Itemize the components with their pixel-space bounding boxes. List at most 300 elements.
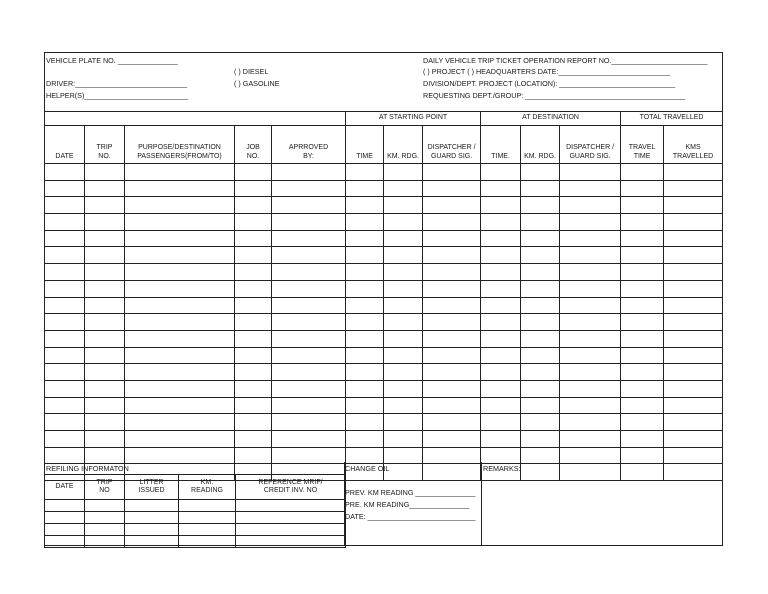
table-cell[interactable]: [125, 314, 235, 331]
trip-header-blank: [45, 112, 346, 126]
table-cell[interactable]: [235, 230, 272, 247]
table-cell[interactable]: [45, 280, 85, 297]
table-cell[interactable]: [560, 347, 621, 364]
table-cell[interactable]: [272, 264, 346, 281]
table-cell[interactable]: [45, 397, 85, 414]
table-cell[interactable]: [125, 180, 235, 197]
table-cell[interactable]: [384, 214, 423, 231]
table-cell[interactable]: [235, 164, 272, 181]
column-header-8: TIME.: [481, 126, 521, 164]
table-cell[interactable]: [481, 314, 521, 331]
table-cell[interactable]: [621, 464, 664, 481]
table-cell[interactable]: [384, 280, 423, 297]
table-row: [45, 297, 723, 314]
table-cell[interactable]: [621, 364, 664, 381]
table-cell[interactable]: [481, 297, 521, 314]
table-cell[interactable]: [125, 447, 235, 464]
table-cell[interactable]: [560, 264, 621, 281]
table-cell[interactable]: [664, 330, 723, 347]
table-cell[interactable]: [664, 380, 723, 397]
table-row: [45, 180, 723, 197]
table-cell[interactable]: [384, 364, 423, 381]
table-cell[interactable]: [521, 414, 560, 431]
table-cell[interactable]: [45, 247, 85, 264]
refill-column-header-2: LITTER ISSUED: [125, 475, 179, 500]
table-cell[interactable]: [235, 431, 272, 448]
table-cell[interactable]: [235, 180, 272, 197]
table-cell[interactable]: [521, 280, 560, 297]
table-cell[interactable]: [423, 330, 481, 347]
table-cell[interactable]: [423, 464, 481, 481]
table-cell[interactable]: [621, 347, 664, 364]
table-cell[interactable]: [85, 347, 125, 364]
table-cell[interactable]: [235, 447, 272, 464]
table-cell[interactable]: [384, 164, 423, 181]
table-cell[interactable]: [521, 447, 560, 464]
table-cell[interactable]: [621, 397, 664, 414]
table-cell[interactable]: [664, 464, 723, 481]
table-cell[interactable]: [384, 330, 423, 347]
column-header-2: PURPOSE/DESTINATION PASSENGERS(FROM/TO): [125, 126, 235, 164]
table-cell[interactable]: [125, 364, 235, 381]
table-cell[interactable]: [384, 180, 423, 197]
table-cell[interactable]: [179, 524, 236, 536]
table-cell[interactable]: [45, 431, 85, 448]
table-cell[interactable]: [272, 230, 346, 247]
table-cell[interactable]: [521, 264, 560, 281]
table-cell[interactable]: [664, 314, 723, 331]
table-cell[interactable]: [560, 180, 621, 197]
table-cell[interactable]: [125, 264, 235, 281]
table-cell[interactable]: [45, 314, 85, 331]
table-cell[interactable]: [521, 380, 560, 397]
table-cell[interactable]: [85, 314, 125, 331]
table-cell[interactable]: [560, 214, 621, 231]
table-cell[interactable]: [560, 397, 621, 414]
table-cell[interactable]: [521, 364, 560, 381]
table-cell[interactable]: [45, 447, 85, 464]
group-header-total-travelled: TOTAL TRAVELLED: [621, 112, 723, 126]
table-cell[interactable]: [272, 164, 346, 181]
table-cell[interactable]: [346, 414, 384, 431]
table-cell[interactable]: [423, 264, 481, 281]
table-cell[interactable]: [272, 197, 346, 214]
table-cell[interactable]: [560, 447, 621, 464]
table-cell[interactable]: [521, 230, 560, 247]
table-cell[interactable]: [85, 164, 125, 181]
table-cell[interactable]: [85, 380, 125, 397]
table-cell[interactable]: [346, 380, 384, 397]
table-cell[interactable]: [481, 431, 521, 448]
table-cell[interactable]: [125, 197, 235, 214]
table-cell[interactable]: [481, 380, 521, 397]
table-cell[interactable]: [521, 247, 560, 264]
change-oil-title: CHANGE OIL: [345, 464, 390, 473]
table-cell[interactable]: [272, 214, 346, 231]
table-cell[interactable]: [621, 214, 664, 231]
table-cell[interactable]: [521, 164, 560, 181]
fuel-gasoline-option[interactable]: ( ) GASOLINE: [234, 79, 280, 88]
table-cell[interactable]: [521, 330, 560, 347]
table-cell[interactable]: [125, 230, 235, 247]
table-cell[interactable]: [272, 330, 346, 347]
table-cell[interactable]: [521, 314, 560, 331]
table-row: [45, 264, 723, 281]
table-cell[interactable]: [384, 347, 423, 364]
table-cell[interactable]: [346, 330, 384, 347]
table-cell[interactable]: [125, 397, 235, 414]
table-cell[interactable]: [560, 364, 621, 381]
table-cell[interactable]: [621, 314, 664, 331]
table-cell[interactable]: [85, 431, 125, 448]
column-header-1: TRIP NO.: [85, 126, 125, 164]
table-cell[interactable]: [621, 330, 664, 347]
requesting-dept-field[interactable]: REQUESTING DEPT./GROUP: ________________________________________: [423, 91, 686, 100]
table-row: [45, 347, 723, 364]
fuel-diesel-option[interactable]: ( ) DIESEL: [234, 67, 269, 76]
trip-table: [44, 111, 723, 481]
table-cell[interactable]: [125, 380, 235, 397]
table-cell[interactable]: [560, 414, 621, 431]
table-cell[interactable]: [346, 264, 384, 281]
table-cell[interactable]: [346, 280, 384, 297]
table-cell[interactable]: [45, 180, 85, 197]
table-cell[interactable]: [236, 536, 346, 548]
table-cell[interactable]: [481, 397, 521, 414]
table-cell[interactable]: [621, 247, 664, 264]
table-cell[interactable]: [664, 247, 723, 264]
table-cell[interactable]: [423, 230, 481, 247]
table-cell[interactable]: [481, 164, 521, 181]
table-cell[interactable]: [85, 447, 125, 464]
table-cell[interactable]: [125, 297, 235, 314]
column-header-12: KMS TRAVELLED: [664, 126, 723, 164]
table-cell[interactable]: [384, 264, 423, 281]
table-cell[interactable]: [45, 524, 85, 536]
table-cell[interactable]: [235, 364, 272, 381]
table-cell[interactable]: [125, 414, 235, 431]
division-location-field[interactable]: DIVISION/DEPT. PROJECT (LOCATION): _____________________________: [423, 79, 676, 88]
table-cell[interactable]: [423, 180, 481, 197]
table-cell[interactable]: [272, 447, 346, 464]
column-header-4: APRROVED BY:: [272, 126, 346, 164]
report-number-field[interactable]: DAILY VEHICLE TRIP TICKET OPERATION REPORT NO.________________________: [423, 56, 708, 65]
table-cell[interactable]: [85, 512, 125, 524]
table-cell[interactable]: [384, 397, 423, 414]
table-cell[interactable]: [346, 247, 384, 264]
refilling-title: REFILING INFORMATON: [46, 464, 129, 473]
table-cell[interactable]: [423, 197, 481, 214]
table-cell[interactable]: [423, 247, 481, 264]
table-cell[interactable]: [560, 297, 621, 314]
table-row: [45, 314, 723, 331]
table-cell[interactable]: [481, 230, 521, 247]
table-cell[interactable]: [621, 297, 664, 314]
table-cell[interactable]: [423, 414, 481, 431]
table-cell[interactable]: [45, 500, 85, 512]
table-cell[interactable]: [45, 364, 85, 381]
table-cell[interactable]: [384, 464, 423, 481]
table-cell[interactable]: [664, 347, 723, 364]
table-cell[interactable]: [235, 380, 272, 397]
table-cell[interactable]: [272, 180, 346, 197]
table-cell[interactable]: [521, 347, 560, 364]
table-cell[interactable]: [85, 500, 125, 512]
table-cell[interactable]: [235, 214, 272, 231]
table-cell[interactable]: [45, 197, 85, 214]
table-cell[interactable]: [481, 264, 521, 281]
table-cell[interactable]: [621, 180, 664, 197]
table-cell[interactable]: [560, 280, 621, 297]
prev-km-reading-field[interactable]: PREV. KM READING _______________: [345, 488, 476, 497]
table-row: [45, 512, 346, 524]
table-cell[interactable]: [45, 264, 85, 281]
table-cell[interactable]: [521, 197, 560, 214]
table-cell[interactable]: [346, 297, 384, 314]
table-cell[interactable]: [346, 164, 384, 181]
table-cell[interactable]: [481, 364, 521, 381]
table-cell[interactable]: [664, 431, 723, 448]
table-cell[interactable]: [45, 330, 85, 347]
table-row: [45, 524, 346, 536]
table-cell[interactable]: [272, 314, 346, 331]
table-cell[interactable]: [664, 164, 723, 181]
table-cell[interactable]: [235, 297, 272, 314]
table-cell[interactable]: [85, 536, 125, 548]
table-cell[interactable]: [179, 500, 236, 512]
table-cell[interactable]: [272, 397, 346, 414]
table-cell[interactable]: [346, 431, 384, 448]
table-cell[interactable]: [85, 230, 125, 247]
table-row: [45, 364, 723, 381]
table-cell[interactable]: [621, 280, 664, 297]
project-headquarters-date-line[interactable]: ( ) PROJECT ( ) HEADQUARTERS DATE:____________________________: [423, 67, 671, 76]
table-cell[interactable]: [235, 197, 272, 214]
table-cell[interactable]: [125, 330, 235, 347]
table-cell[interactable]: [664, 230, 723, 247]
table-cell[interactable]: [621, 380, 664, 397]
table-cell[interactable]: [272, 380, 346, 397]
driver-field[interactable]: DRIVER:____________________________: [46, 79, 188, 88]
table-cell[interactable]: [521, 397, 560, 414]
table-cell[interactable]: [664, 280, 723, 297]
table-cell[interactable]: [560, 314, 621, 331]
table-cell[interactable]: [621, 230, 664, 247]
table-cell[interactable]: [481, 197, 521, 214]
table-cell[interactable]: [235, 330, 272, 347]
table-cell[interactable]: [125, 512, 179, 524]
table-cell[interactable]: [346, 364, 384, 381]
table-cell[interactable]: [560, 380, 621, 397]
table-cell[interactable]: [521, 431, 560, 448]
table-cell[interactable]: [423, 447, 481, 464]
table-cell[interactable]: [423, 397, 481, 414]
table-cell[interactable]: [346, 347, 384, 364]
table-cell[interactable]: [346, 197, 384, 214]
table-cell[interactable]: [85, 414, 125, 431]
table-cell[interactable]: [384, 314, 423, 331]
helper-field[interactable]: HELPER(S)__________________________: [46, 91, 189, 100]
table-cell[interactable]: [481, 280, 521, 297]
table-cell[interactable]: [560, 164, 621, 181]
table-cell[interactable]: [85, 364, 125, 381]
table-cell[interactable]: [235, 247, 272, 264]
table-cell[interactable]: [384, 447, 423, 464]
table-cell[interactable]: [85, 214, 125, 231]
table-cell[interactable]: [481, 180, 521, 197]
table-cell[interactable]: [423, 380, 481, 397]
table-row: [45, 247, 723, 264]
table-cell[interactable]: [346, 180, 384, 197]
bottom-section-divider-remarks: [481, 462, 482, 546]
table-cell[interactable]: [125, 431, 235, 448]
table-cell[interactable]: [235, 280, 272, 297]
table-cell[interactable]: [621, 197, 664, 214]
table-cell[interactable]: [560, 247, 621, 264]
table-cell[interactable]: [384, 380, 423, 397]
table-cell[interactable]: [423, 431, 481, 448]
table-cell[interactable]: [423, 347, 481, 364]
table-cell[interactable]: [85, 330, 125, 347]
table-cell[interactable]: [423, 214, 481, 231]
table-cell[interactable]: [85, 524, 125, 536]
table-cell[interactable]: [384, 431, 423, 448]
table-cell[interactable]: [272, 280, 346, 297]
table-cell[interactable]: [621, 264, 664, 281]
table-cell[interactable]: [125, 536, 179, 548]
table-cell[interactable]: [346, 397, 384, 414]
table-cell[interactable]: [664, 197, 723, 214]
table-cell[interactable]: [125, 524, 179, 536]
table-cell[interactable]: [560, 464, 621, 481]
table-cell[interactable]: [179, 536, 236, 548]
table-cell[interactable]: [560, 230, 621, 247]
table-cell[interactable]: [85, 247, 125, 264]
table-cell[interactable]: [664, 214, 723, 231]
table-cell[interactable]: [272, 297, 346, 314]
table-cell[interactable]: [621, 431, 664, 448]
table-cell[interactable]: [45, 164, 85, 181]
table-cell[interactable]: [423, 280, 481, 297]
table-cell[interactable]: [664, 397, 723, 414]
change-oil-date-field[interactable]: DATE: ___________________________: [345, 512, 476, 521]
table-cell[interactable]: [272, 364, 346, 381]
table-cell[interactable]: [125, 247, 235, 264]
column-header-3: JOB NO.: [235, 126, 272, 164]
table-cell[interactable]: [125, 214, 235, 231]
table-cell[interactable]: [664, 297, 723, 314]
table-cell[interactable]: [621, 164, 664, 181]
table-cell[interactable]: [85, 280, 125, 297]
table-cell[interactable]: [45, 347, 85, 364]
table-cell[interactable]: [272, 347, 346, 364]
group-header-starting-point: AT STARTING POINT: [346, 112, 481, 126]
table-cell[interactable]: [235, 264, 272, 281]
refill-column-header-1: TRIP NO: [85, 475, 125, 500]
table-cell[interactable]: [236, 512, 346, 524]
table-cell[interactable]: [664, 414, 723, 431]
table-cell[interactable]: [423, 164, 481, 181]
table-cell[interactable]: [560, 431, 621, 448]
table-cell[interactable]: [125, 280, 235, 297]
table-cell[interactable]: [481, 214, 521, 231]
table-cell[interactable]: [272, 431, 346, 448]
table-cell[interactable]: [179, 512, 236, 524]
table-cell[interactable]: [423, 297, 481, 314]
table-cell[interactable]: [45, 214, 85, 231]
table-cell[interactable]: [85, 197, 125, 214]
table-cell[interactable]: [664, 264, 723, 281]
table-cell[interactable]: [423, 314, 481, 331]
table-cell[interactable]: [272, 414, 346, 431]
table-cell[interactable]: [384, 247, 423, 264]
table-cell[interactable]: [85, 264, 125, 281]
table-cell[interactable]: [236, 524, 346, 536]
table-cell[interactable]: [521, 297, 560, 314]
table-cell[interactable]: [346, 230, 384, 247]
table-cell[interactable]: [45, 512, 85, 524]
table-cell[interactable]: [85, 397, 125, 414]
table-cell[interactable]: [45, 414, 85, 431]
table-cell[interactable]: [272, 247, 346, 264]
table-cell[interactable]: [521, 214, 560, 231]
table-cell[interactable]: [125, 164, 235, 181]
vehicle-plate-field[interactable]: VEHICLE PLATE NO. _______________: [46, 56, 178, 65]
table-cell[interactable]: [481, 447, 521, 464]
table-cell[interactable]: [235, 414, 272, 431]
table-cell[interactable]: [621, 414, 664, 431]
table-cell[interactable]: [235, 314, 272, 331]
refill-column-header-3: KM. READING: [179, 475, 236, 500]
table-cell[interactable]: [481, 347, 521, 364]
table-cell[interactable]: [236, 500, 346, 512]
table-cell[interactable]: [235, 397, 272, 414]
table-cell[interactable]: [45, 380, 85, 397]
table-row: [45, 197, 723, 214]
table-cell[interactable]: [346, 314, 384, 331]
table-cell[interactable]: [85, 297, 125, 314]
refill-column-header-0: DATE: [45, 475, 85, 500]
table-cell[interactable]: [384, 297, 423, 314]
table-cell[interactable]: [664, 364, 723, 381]
table-cell[interactable]: [384, 230, 423, 247]
table-cell[interactable]: [521, 180, 560, 197]
pre-km-reading-field[interactable]: PRE. KM READING_______________: [345, 500, 470, 509]
table-cell[interactable]: [664, 447, 723, 464]
table-cell[interactable]: [664, 180, 723, 197]
table-cell[interactable]: [481, 247, 521, 264]
table-cell[interactable]: [560, 197, 621, 214]
table-cell[interactable]: [85, 180, 125, 197]
table-cell[interactable]: [481, 330, 521, 347]
table-cell[interactable]: [384, 197, 423, 214]
table-cell[interactable]: [621, 447, 664, 464]
table-cell[interactable]: [384, 414, 423, 431]
table-cell[interactable]: [125, 500, 179, 512]
table-row: [45, 536, 346, 548]
table-cell[interactable]: [423, 364, 481, 381]
table-cell[interactable]: [45, 536, 85, 548]
table-cell[interactable]: [125, 347, 235, 364]
table-cell[interactable]: [346, 447, 384, 464]
table-cell[interactable]: [521, 464, 560, 481]
table-cell[interactable]: [45, 230, 85, 247]
table-cell[interactable]: [560, 330, 621, 347]
table-cell[interactable]: [481, 414, 521, 431]
table-cell[interactable]: [235, 347, 272, 364]
table-cell[interactable]: [45, 297, 85, 314]
table-cell[interactable]: [346, 214, 384, 231]
